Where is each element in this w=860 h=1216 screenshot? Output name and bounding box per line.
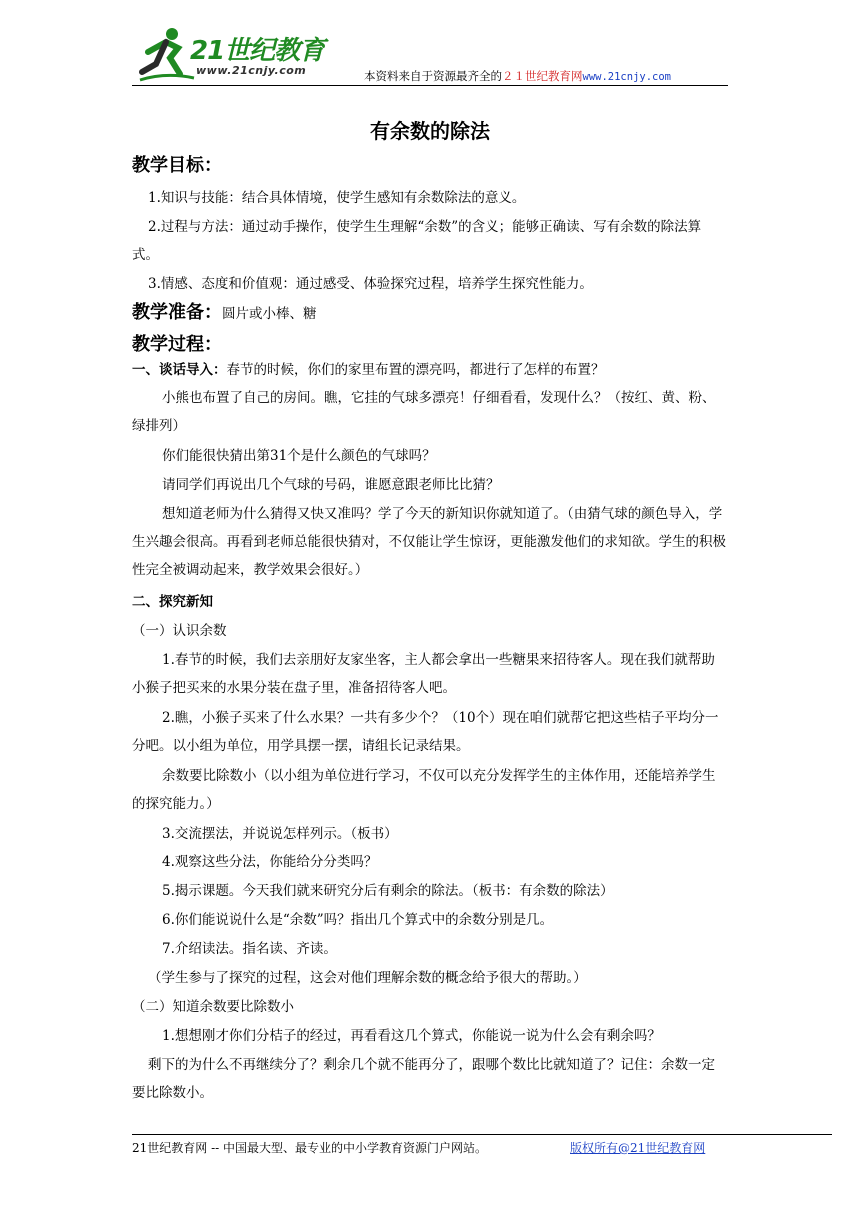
step-1: 1.春节的时候，我们去亲朋好友家坐客，主人都会拿出一些糖果来招待客人。现在我们就帮助小猴子把买来的水果分装在盘子里，准备招待客人吧。 [132, 652, 715, 696]
logo-text: 21世纪教育 [190, 36, 325, 66]
prep-label: 教学准备： [132, 302, 222, 323]
logo-url: www.21cnjy.com [196, 64, 307, 77]
prep-text: 圆片或小棒、糖 [222, 306, 317, 322]
site-logo[interactable] [136, 24, 336, 86]
section-1-label: 一、谈话导入： [132, 362, 227, 378]
paragraph-guess-numbers: 请同学们再说出几个气球的号码，谁愿意跟老师比比猜？ [162, 477, 500, 493]
step-2: 2.瞧，小猴子买来了什么水果？一共有多少个？（10个）现在咱们就帮它把这些桔子平均分一分吧。以小组为单位，用学具摆一摆，请组长记录结果。 [132, 710, 719, 754]
header-note [364, 68, 671, 84]
step-3: 3.交流摆法，并说说怎样列示。（板书） [162, 826, 398, 842]
runner-logo-icon [136, 24, 196, 84]
header-site-url[interactable]: www.21cnjy.com [582, 71, 672, 83]
step-5: 5.揭示课题。今天我们就来研究分后有剩余的除法。（板书：有余数的除法） [162, 883, 614, 899]
paragraph-guess-31: 你们能很快猜出第31个是什么颜色的气球吗？ [162, 448, 436, 464]
section-1-text: 春节的时候，你们的家里布置的漂亮吗，都进行了怎样的布置？ [226, 362, 605, 378]
page-title: 有余数的除法 [370, 119, 490, 143]
footer-copyright-link[interactable]: 版权所有@21世纪教育网 [570, 1141, 706, 1155]
step-4: 4.观察这些分法，你能给分分类吗？ [162, 854, 378, 870]
sub2-step-2: 剩下的为什么不再继续分了？剩余几个就不能再分了，跟哪个数比比就知道了？记住：余数一定要比除数小。 [132, 1057, 715, 1101]
footer-text: 21世纪教育网 -- 中国最大型、最专业的中小学教育资源门户网站。 [132, 1141, 488, 1155]
subsection-1-heading: （一）认识余数 [132, 623, 227, 639]
step-2-note: 余数要比除数小（以小组为单位进行学习，不仅可以充分发挥学生的主体作用，还能培养学生的探究能力。） [132, 768, 716, 812]
goal-item-1: 1.知识与技能：结合具体情境，使学生感知有余数除法的意义。 [148, 190, 526, 206]
step-7: 7.介绍读法。指名读、齐读。 [162, 941, 337, 957]
prep-heading [132, 298, 317, 324]
section-1-intro [132, 356, 728, 384]
goals-heading: 教学目标： [132, 155, 222, 176]
sub2-step-1: 1.想想刚才你们分桔子的经过，再看看这几个算式，你能说一说为什么会有剩余吗？ [162, 1028, 661, 1044]
goal-item-2: 2.过程与方法：通过动手操作，使学生生理解“余数”的含义；能够正确读、写有余数的除法算式。 [132, 219, 702, 263]
goal-item-3: 3.情感、态度和价值观：通过感受、体验探究过程，培养学生探究性能力。 [148, 276, 593, 292]
header-site-name[interactable]: ２１世纪教育网 [502, 69, 583, 83]
process-heading: 教学过程： [132, 334, 222, 355]
page-footer [132, 1134, 832, 1156]
header-divider [132, 85, 728, 86]
paragraph-bear-balloons: 小熊也布置了自己的房间。瞧，它挂的气球多漂亮！仔细看看，发现什么？（按红、黄、粉、绿排列） [132, 390, 716, 434]
paragraph-why-fast: 想知道老师为什么猜得又快又准吗？学了今天的新知识你就知道了。（由猜气球的颜色导入，学生兴趣会很高。再看到老师总能很快猜对，不仅能让学生惊讶，更能激发他们的求知欲。学生的积极性完全被调动起来，教学效果会很好。） [132, 506, 726, 578]
subsection-2-heading: （二）知道余数要比除数小 [132, 999, 294, 1015]
header-note-prefix: 本资料来自于资源最齐全的 [364, 69, 502, 83]
section-2-heading: 二、探究新知 [132, 594, 213, 610]
step-7-note: （学生参与了探究的过程，这会对他们理解余数的概念给予很大的帮助。） [148, 970, 587, 986]
step-6: 6.你们能说说什么是“余数”吗？指出几个算式中的余数分别是几。 [162, 912, 554, 928]
